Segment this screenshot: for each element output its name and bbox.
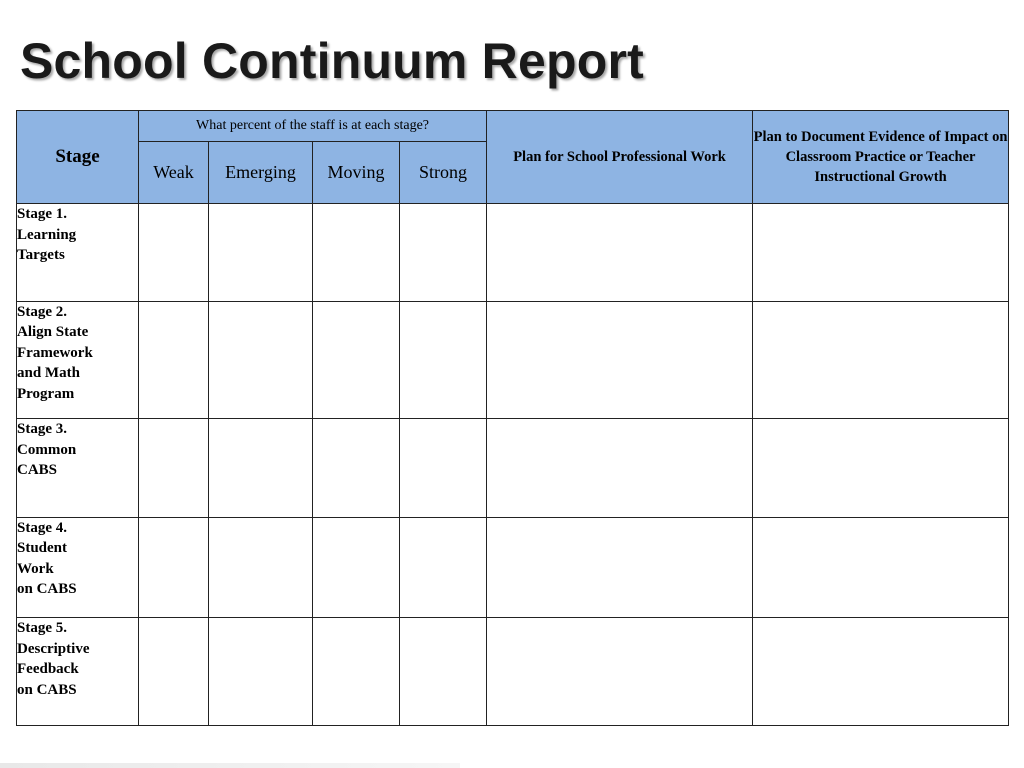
emerging-cell[interactable]: [209, 204, 313, 302]
emerging-cell[interactable]: [209, 618, 313, 726]
plan-professional-cell[interactable]: [487, 419, 753, 518]
stage-label-cell: [17, 419, 139, 518]
moving-cell[interactable]: [313, 517, 400, 618]
stage-label-line: Framework: [17, 344, 93, 361]
emerging-cell[interactable]: [209, 517, 313, 618]
table-row: [17, 301, 1009, 419]
strong-cell[interactable]: [400, 301, 487, 419]
stage-label-line: Descriptive: [17, 640, 90, 657]
stage-label-line: Common: [17, 441, 77, 458]
table-row: [17, 419, 1009, 518]
moving-cell[interactable]: [313, 204, 400, 302]
emerging-cell[interactable]: [209, 301, 313, 419]
plan-professional-cell[interactable]: [487, 618, 753, 726]
stage-label-cell: [17, 517, 139, 618]
plan-professional-cell[interactable]: [487, 204, 753, 302]
slide-bottom-edge: [0, 763, 460, 768]
strong-cell[interactable]: [400, 517, 487, 618]
level-header-strong: Strong: [400, 142, 487, 204]
stage-label-line: Stage 3.: [17, 421, 67, 438]
stage-label-line: Stage 4.: [17, 519, 67, 536]
table-row: [17, 618, 1009, 726]
stage-label-line: Program: [17, 385, 75, 402]
plan-document-cell[interactable]: [753, 618, 1009, 726]
level-header-emerging: Emerging: [209, 142, 313, 204]
moving-cell[interactable]: [313, 419, 400, 518]
emerging-cell[interactable]: [209, 419, 313, 518]
stage-label-line: Stage 5.: [17, 620, 67, 637]
moving-cell[interactable]: [313, 301, 400, 419]
page-title: School Continuum Report: [20, 33, 644, 89]
stage-label-line: Targets: [17, 247, 65, 263]
stage-label-line: Stage 1.: [17, 206, 67, 222]
strong-cell[interactable]: [400, 419, 487, 518]
percent-question-header: What percent of the staff is at each stage?: [139, 111, 487, 142]
strong-cell[interactable]: [400, 204, 487, 302]
stage-header: Stage: [17, 111, 139, 204]
weak-cell[interactable]: [139, 618, 209, 726]
level-header-moving: Moving: [313, 142, 400, 204]
weak-cell[interactable]: [139, 204, 209, 302]
stage-label-line: Stage 2.: [17, 303, 67, 320]
plan-professional-cell[interactable]: [487, 517, 753, 618]
table-header: [17, 111, 1009, 204]
stage-label-line: Learning: [17, 226, 77, 243]
strong-cell[interactable]: [400, 618, 487, 726]
stage-label-line: Feedback: [17, 661, 79, 678]
plan-document-evidence-header: Plan to Document Evidence of Impact on Classroom Practice or Teacher Instructional Growth: [753, 111, 1009, 204]
weak-cell[interactable]: [139, 301, 209, 419]
table-row: [17, 517, 1009, 618]
stage-label-line: Work: [17, 560, 54, 577]
stage-label-line: and Math: [17, 365, 80, 382]
weak-cell[interactable]: [139, 517, 209, 618]
continuum-table: [16, 110, 1009, 726]
plan-document-cell[interactable]: [753, 517, 1009, 618]
plan-document-cell[interactable]: [753, 204, 1009, 302]
stage-label-line: on CABS: [17, 581, 77, 598]
moving-cell[interactable]: [313, 618, 400, 726]
plan-professional-cell[interactable]: [487, 301, 753, 419]
stage-label-line: Align State: [17, 324, 89, 341]
table-row: [17, 204, 1009, 302]
weak-cell[interactable]: [139, 419, 209, 518]
stage-label-line: Student: [17, 540, 68, 557]
table-body: [17, 204, 1009, 726]
stage-label-cell: [17, 618, 139, 726]
stage-label-line: CABS: [17, 462, 58, 479]
plan-document-cell[interactable]: [753, 419, 1009, 518]
stage-label-line: on CABS: [17, 681, 77, 698]
plan-document-cell[interactable]: [753, 301, 1009, 419]
stage-label-cell: [17, 204, 139, 302]
stage-label-cell: [17, 301, 139, 419]
level-header-weak: Weak: [139, 142, 209, 204]
plan-professional-work-header: Plan for School Professional Work: [487, 111, 753, 204]
